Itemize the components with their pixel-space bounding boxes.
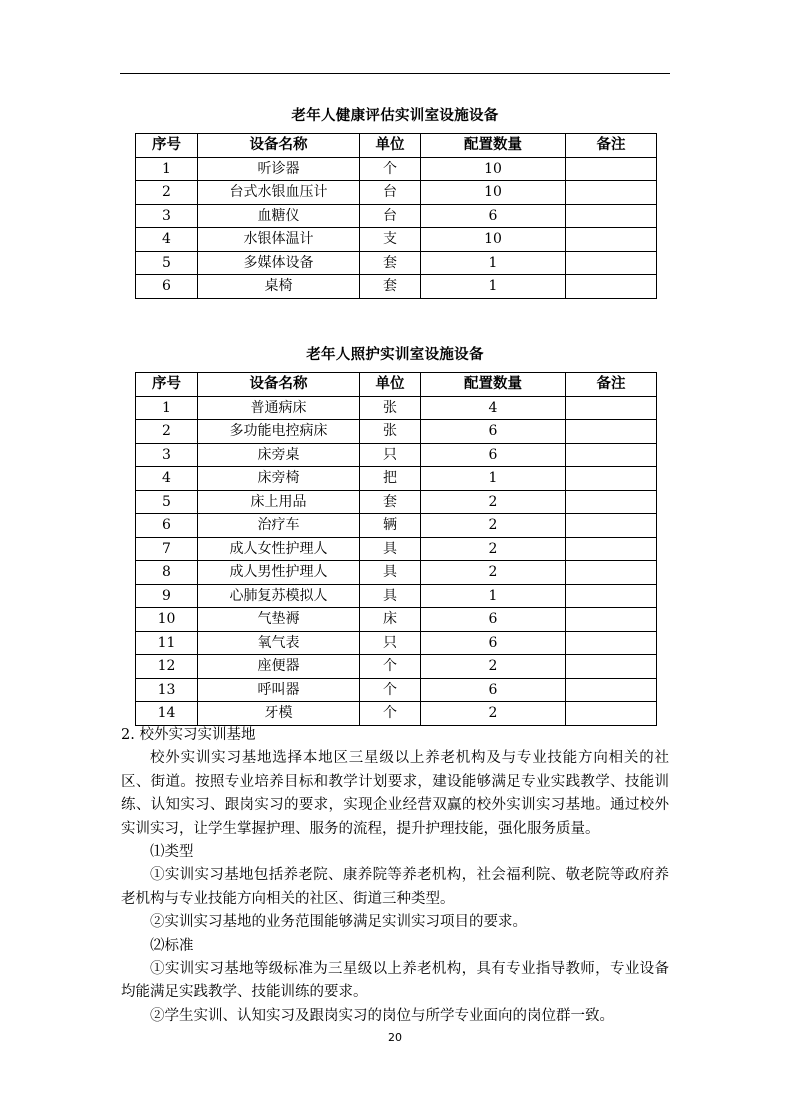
- cell-remarks: [566, 275, 657, 299]
- cell-device-name: 座便器: [198, 655, 360, 679]
- cell-index: 14: [136, 702, 198, 726]
- table-row: [136, 490, 657, 514]
- cell-index: 2: [136, 420, 198, 444]
- cell-device-name: 呼叫器: [198, 678, 360, 702]
- cell-remarks: [566, 608, 657, 632]
- cell-index: 5: [136, 490, 198, 514]
- cell-unit: 只: [360, 631, 421, 655]
- cell-index: 1: [136, 157, 198, 181]
- cell-device-name: 多媒体设备: [198, 251, 360, 275]
- header-rule: [120, 73, 670, 74]
- cell-quantity: 10: [421, 157, 566, 181]
- cell-unit: 只: [360, 443, 421, 467]
- standard-item-1: ①实训实习基地等级标准为三星级以上养老机构，具有专业指导教师，专业设备均能满足实践教学、技能训练的要求。: [121, 961, 669, 1001]
- cell-unit: 张: [360, 396, 421, 420]
- cell-quantity: 6: [421, 204, 566, 228]
- cell-unit: 具: [360, 584, 421, 608]
- cell-device-name: 牙模: [198, 702, 360, 726]
- table-row: [136, 181, 657, 205]
- cell-device-name: 床上用品: [198, 490, 360, 514]
- cell-device-name: 桌椅: [198, 275, 360, 299]
- table-row: [136, 608, 657, 632]
- cell-remarks: [566, 157, 657, 181]
- cell-remarks: [566, 443, 657, 467]
- cell-unit: 套: [360, 490, 421, 514]
- table-row: [136, 275, 657, 299]
- cell-device-name: 水银体温计: [198, 228, 360, 252]
- cell-remarks: [566, 584, 657, 608]
- cell-index: 12: [136, 655, 198, 679]
- cell-remarks: [566, 702, 657, 726]
- cell-device-name: 成人男性护理人: [198, 561, 360, 585]
- cell-device-name: 普通病床: [198, 396, 360, 420]
- table-row: [136, 157, 657, 181]
- cell-remarks: [566, 228, 657, 252]
- type-item-2: ②实训实习基地的业务范围能够满足实训实习项目的要求。: [150, 914, 527, 931]
- cell-unit: 台: [360, 204, 421, 228]
- cell-quantity: 10: [421, 181, 566, 205]
- cell-device-name: 血糖仪: [198, 204, 360, 228]
- health-assessment-equipment-table: [135, 133, 657, 299]
- cell-remarks: [566, 514, 657, 538]
- table-row: [136, 678, 657, 702]
- cell-index: 4: [136, 467, 198, 491]
- table-header-row: [136, 373, 657, 397]
- cell-quantity: 1: [421, 251, 566, 275]
- table-row: [136, 537, 657, 561]
- table2-title: 老年人照护实训室设施设备: [306, 347, 484, 363]
- intro-paragraph: 校外实训实习基地选择本地区三星级以上养老机构及与专业技能方向相关的社区、街道。按照专业培养目标和教学计划要求，建设能够满足专业实践教学、技能训练、认知实习、跟岗实习的要求，实现企业经营双赢的校外实训实习基地。通过校外实训实习，让学生掌握护理、服务的流程，提升护理技能，强化服务质量。: [121, 750, 669, 837]
- cell-quantity: 1: [421, 584, 566, 608]
- cell-remarks: [566, 490, 657, 514]
- elderly-care-equipment-table: [135, 372, 657, 726]
- col-header-quantity: 配置数量: [421, 373, 566, 397]
- table-row: [136, 631, 657, 655]
- cell-unit: 个: [360, 655, 421, 679]
- col-header-device-name: 设备名称: [198, 373, 360, 397]
- cell-index: 6: [136, 275, 198, 299]
- cell-index: 5: [136, 251, 198, 275]
- cell-quantity: 6: [421, 678, 566, 702]
- table1-title: 老年人健康评估实训室设施设备: [291, 108, 499, 124]
- cell-device-name: 治疗车: [198, 514, 360, 538]
- col-header-index: 序号: [136, 134, 198, 158]
- cell-unit: 辆: [360, 514, 421, 538]
- cell-unit: 个: [360, 678, 421, 702]
- col-header-remarks: 备注: [566, 134, 657, 158]
- cell-quantity: 2: [421, 702, 566, 726]
- cell-remarks: [566, 467, 657, 491]
- cell-quantity: 6: [421, 443, 566, 467]
- col-header-device-name: 设备名称: [198, 134, 360, 158]
- cell-remarks: [566, 631, 657, 655]
- cell-device-name: 气垫褥: [198, 608, 360, 632]
- type-item-1: ①实训实习基地包括养老院、康养院等养老机构，社会福利院、敬老院等政府养老机构与专业技能方向相关的社区、街道三种类型。: [121, 867, 669, 907]
- cell-device-name: 氧气表: [198, 631, 360, 655]
- cell-quantity: 2: [421, 655, 566, 679]
- cell-remarks: [566, 396, 657, 420]
- cell-remarks: [566, 420, 657, 444]
- standard-heading: ⑵标准: [150, 937, 194, 954]
- cell-unit: 具: [360, 537, 421, 561]
- cell-index: 8: [136, 561, 198, 585]
- table-row: [136, 702, 657, 726]
- cell-device-name: 多功能电控病床: [198, 420, 360, 444]
- cell-index: 9: [136, 584, 198, 608]
- cell-quantity: 6: [421, 631, 566, 655]
- table-row: [136, 584, 657, 608]
- cell-index: 11: [136, 631, 198, 655]
- cell-quantity: 2: [421, 514, 566, 538]
- cell-device-name: 台式水银血压计: [198, 181, 360, 205]
- cell-index: 10: [136, 608, 198, 632]
- cell-index: 7: [136, 537, 198, 561]
- cell-remarks: [566, 204, 657, 228]
- cell-index: 1: [136, 396, 198, 420]
- cell-index: 2: [136, 181, 198, 205]
- col-header-index: 序号: [136, 373, 198, 397]
- col-header-unit: 单位: [360, 134, 421, 158]
- table-row: [136, 655, 657, 679]
- cell-quantity: 10: [421, 228, 566, 252]
- cell-unit: 床: [360, 608, 421, 632]
- table-row: [136, 443, 657, 467]
- cell-device-name: 床旁桌: [198, 443, 360, 467]
- cell-index: 3: [136, 204, 198, 228]
- cell-remarks: [566, 181, 657, 205]
- cell-quantity: 4: [421, 396, 566, 420]
- cell-unit: 台: [360, 181, 421, 205]
- cell-quantity: 1: [421, 275, 566, 299]
- cell-index: 6: [136, 514, 198, 538]
- cell-remarks: [566, 537, 657, 561]
- cell-unit: 支: [360, 228, 421, 252]
- cell-unit: 套: [360, 251, 421, 275]
- table-row: [136, 467, 657, 491]
- table-row: [136, 251, 657, 275]
- table-row: [136, 514, 657, 538]
- cell-quantity: 1: [421, 467, 566, 491]
- cell-index: 4: [136, 228, 198, 252]
- type-heading: ⑴类型: [150, 844, 194, 861]
- cell-unit: 把: [360, 467, 421, 491]
- cell-quantity: 6: [421, 608, 566, 632]
- cell-quantity: 2: [421, 561, 566, 585]
- table-row: [136, 204, 657, 228]
- cell-remarks: [566, 561, 657, 585]
- table-row: [136, 228, 657, 252]
- page-number: 20: [388, 1031, 402, 1044]
- col-header-unit: 单位: [360, 373, 421, 397]
- cell-unit: 具: [360, 561, 421, 585]
- cell-unit: 个: [360, 702, 421, 726]
- cell-index: 3: [136, 443, 198, 467]
- standard-item-2: ②学生实训、认知实习及跟岗实习的岗位与所学专业面向的岗位群一致。: [150, 1007, 614, 1024]
- table-row: [136, 396, 657, 420]
- cell-device-name: 床旁椅: [198, 467, 360, 491]
- cell-remarks: [566, 678, 657, 702]
- cell-remarks: [566, 655, 657, 679]
- cell-quantity: 2: [421, 490, 566, 514]
- cell-device-name: 心肺复苏模拟人: [198, 584, 360, 608]
- table-header-row: [136, 134, 657, 158]
- cell-index: 13: [136, 678, 198, 702]
- body-text: [121, 724, 669, 1028]
- cell-device-name: 听诊器: [198, 157, 360, 181]
- cell-quantity: 6: [421, 420, 566, 444]
- cell-remarks: [566, 251, 657, 275]
- section-heading: 2. 校外实习实训基地: [121, 727, 256, 743]
- col-header-quantity: 配置数量: [421, 134, 566, 158]
- cell-unit: 套: [360, 275, 421, 299]
- cell-device-name: 成人女性护理人: [198, 537, 360, 561]
- cell-quantity: 2: [421, 537, 566, 561]
- cell-unit: 个: [360, 157, 421, 181]
- cell-unit: 张: [360, 420, 421, 444]
- col-header-remarks: 备注: [566, 373, 657, 397]
- table-row: [136, 561, 657, 585]
- table-row: [136, 420, 657, 444]
